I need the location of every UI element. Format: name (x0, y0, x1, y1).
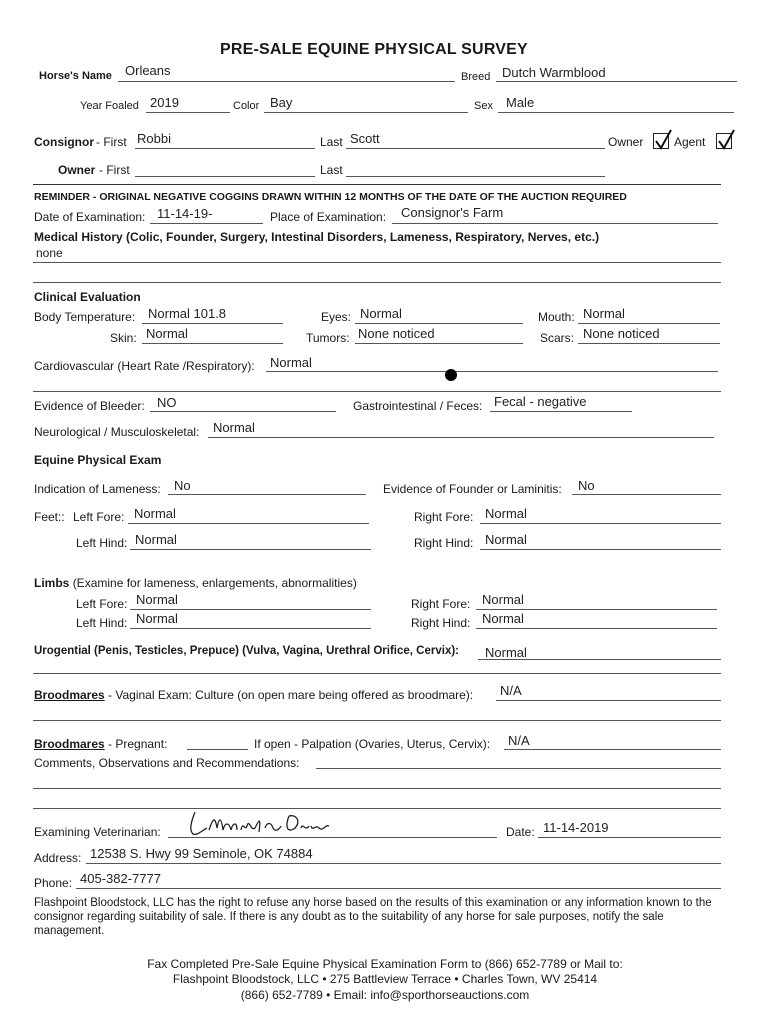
footer-line-3: (866) 652-7789 • Email: info@sporthorseauctions.com (240, 988, 530, 1002)
feet-right-fore-label: Right Fore: (414, 510, 474, 524)
medical-line-1 (33, 262, 721, 263)
neuro-value[interactable]: Normal (213, 420, 255, 435)
broodmares-vaginal-value[interactable]: N/A (500, 683, 522, 698)
broodmares-vaginal-line-2 (33, 720, 721, 721)
palpation-value[interactable]: N/A (508, 733, 530, 748)
exam-date-line (150, 223, 263, 224)
owner-last-line (346, 176, 605, 177)
medical-history-value[interactable]: none (36, 246, 63, 260)
skin-line (142, 343, 283, 344)
skin-label: Skin: (110, 331, 137, 345)
feet-right-fore-line (480, 523, 721, 524)
founder-label: Evidence of Founder or Laminitis: (383, 482, 562, 496)
limbs-left-hind-line (130, 628, 371, 629)
feet-left-hind-value[interactable]: Normal (135, 532, 177, 547)
lameness-line (168, 494, 366, 495)
breed-value[interactable]: Dutch Warmblood (502, 65, 606, 80)
footer-line-2: Flashpoint Bloodstock, LLC • 275 Battleview Terrace • Charles Town, WV 25414 (172, 972, 598, 986)
limbs-left-hind-value[interactable]: Normal (136, 611, 178, 626)
feet-right-hind-value[interactable]: Normal (485, 532, 527, 547)
neuro-line (208, 437, 714, 438)
gastro-value[interactable]: Fecal - negative (494, 394, 587, 409)
checkmark-icon (716, 128, 736, 150)
consignor-last-line (346, 148, 605, 149)
consignor-last-label: Last (320, 135, 343, 149)
owner-first-line (135, 176, 315, 177)
owner-label: Owner (58, 163, 96, 177)
vet-label: Examining Veterinarian: (34, 825, 161, 839)
feet-left-fore-value[interactable]: Normal (134, 506, 176, 521)
cardio-line-2 (33, 391, 721, 392)
address-line (86, 863, 721, 864)
owner-last-label: Last (320, 163, 343, 177)
tumors-label: Tumors: (306, 331, 350, 345)
coggins-reminder: REMINDER - ORIGINAL NEGATIVE COGGINS DRAWN WITHIN 12 MONTHS OF THE DATE OF THE AUCTION REQUIRED (34, 191, 627, 203)
vet-signature[interactable] (185, 808, 335, 838)
urogenital-value[interactable]: Normal (485, 645, 527, 660)
feet-left-hind-line (130, 549, 371, 550)
agent-checkbox-label: Agent (674, 135, 706, 149)
cardio-line (266, 371, 718, 372)
exam-place-label: Place of Examination: (270, 210, 387, 224)
mouth-value[interactable]: Normal (583, 306, 625, 321)
horse-name-line (118, 81, 455, 82)
vet-date-line (538, 837, 721, 838)
year-value[interactable]: 2019 (150, 95, 179, 110)
sex-label: Sex (474, 100, 493, 112)
comments-line-3 (33, 808, 721, 809)
feet-label: Feet:: (34, 510, 65, 524)
consignor-first-line (135, 148, 315, 149)
sex-value[interactable]: Male (506, 95, 535, 110)
address-label: Address: (34, 851, 82, 865)
palpation-line (504, 749, 721, 750)
urogenital-line-2 (33, 673, 721, 674)
feet-left-fore-label: Left Fore: (73, 510, 125, 524)
breed-label: Breed (461, 71, 491, 83)
signature-icon (185, 808, 335, 838)
eyes-label: Eyes: (321, 310, 352, 324)
feet-right-fore-value[interactable]: Normal (485, 506, 527, 521)
scars-value[interactable]: None noticed (583, 326, 660, 341)
color-value[interactable]: Bay (270, 95, 293, 110)
owner-checkbox-label: Owner (608, 135, 644, 149)
limbs-left-hind-label: Left Hind: (76, 616, 128, 630)
tumors-line (355, 343, 523, 344)
broodmares-pregnant-rest: - Pregnant: (108, 737, 168, 751)
exam-place-line (392, 223, 718, 224)
exam-date-value[interactable]: 11-14-19- (157, 206, 213, 221)
broodmares-pregnant-bold: Broodmares (34, 737, 105, 751)
comments-line-1 (316, 768, 721, 769)
footer-line-1: Fax Completed Pre-Sale Equine Physical Examination Form to (866) 652-7789 or Mail to: (147, 957, 623, 971)
gastro-line (490, 411, 632, 412)
limbs-left-fore-label: Left Fore: (76, 597, 128, 611)
feet-left-hind-label: Left Hind: (76, 536, 128, 550)
consignor-last-value[interactable]: Scott (350, 131, 380, 146)
sex-line (498, 112, 734, 113)
year-line (146, 112, 230, 113)
limbs-right-hind-label: Right Hind: (411, 616, 471, 630)
urogenital-label: Urogential (Penis, Testicles, Prepuce) (Vulva, Vagina, Urethral Orifice, Cervix): (34, 645, 460, 657)
medical-line-2 (33, 282, 721, 283)
phone-value[interactable]: 405-382-7777 (80, 871, 161, 886)
broodmares-pregnant-label (34, 737, 167, 751)
mouth-line (578, 323, 720, 324)
section-divider (33, 184, 721, 185)
owner-checkbox[interactable] (653, 133, 669, 149)
consignor-first-label: - First (96, 135, 127, 149)
lameness-value[interactable]: No (174, 478, 191, 493)
cardio-value[interactable]: Normal (270, 355, 312, 370)
lameness-label: Indication of Lameness: (34, 482, 161, 496)
consignor-first-value[interactable]: Robbi (137, 131, 171, 146)
temp-line (142, 323, 283, 324)
ink-dot-icon (445, 369, 457, 381)
feet-right-hind-label: Right Hind: (414, 536, 474, 550)
disclaimer-text: Flashpoint Bloodstock, LLC has the right to refuse any horse based on the results of this examination or any information known to the consignor regarding suitability of sale. If there is any doubt as to the suitability of any horse for sale purposes, notify the sale management. (34, 897, 712, 937)
mouth-label: Mouth: (538, 310, 575, 324)
feet-left-fore-line (128, 523, 369, 524)
vet-line (168, 837, 497, 838)
limbs-right-hind-value[interactable]: Normal (482, 611, 524, 626)
physical-heading: Equine Physical Exam (34, 453, 162, 467)
limbs-right-hind-line (476, 628, 717, 629)
founder-line (572, 494, 721, 495)
pregnant-line (187, 749, 248, 750)
vet-date-value[interactable]: 11-14-2019 (543, 820, 609, 835)
broodmares-vaginal-rest: - Vaginal Exam: Culture (on open mare being offered as broodmare): (108, 688, 474, 702)
limbs-right-fore-value[interactable]: Normal (482, 592, 524, 607)
founder-value[interactable]: No (578, 478, 595, 493)
owner-first-label: - First (99, 163, 130, 177)
scars-label: Scars: (540, 331, 575, 345)
bleeder-value[interactable]: NO (157, 395, 177, 410)
tumors-value[interactable]: None noticed (358, 326, 435, 341)
clinical-heading: Clinical Evaluation (34, 290, 141, 304)
form-title: PRE-SALE EQUINE PHYSICAL SURVEY (220, 41, 528, 58)
gastro-label: Gastrointestinal / Feces: (353, 399, 483, 413)
broodmares-vaginal-line (496, 700, 721, 701)
temp-label: Body Temperature: (34, 310, 136, 324)
limbs-left-fore-line (130, 609, 371, 610)
comments-line-2 (33, 788, 721, 789)
exam-place-value[interactable]: Consignor's Farm (401, 205, 504, 220)
medical-history-label: Medical History (Colic, Founder, Surgery, Intestinal Disorders, Lameness, Respiratory, Nerves, etc.) (34, 230, 600, 244)
eyes-value[interactable]: Normal (360, 306, 402, 321)
agent-checkbox[interactable] (716, 133, 732, 149)
consignor-label: Consignor (34, 135, 94, 149)
vet-date-label: Date: (506, 825, 535, 839)
eyes-line (355, 323, 523, 324)
skin-value[interactable]: Normal (146, 326, 188, 341)
phone-line (76, 888, 721, 889)
urogenital-line (478, 659, 721, 660)
bleeder-line (150, 411, 336, 412)
neuro-label: Neurological / Musculoskeletal: (34, 425, 200, 439)
comments-label: Comments, Observations and Recommendations: (34, 756, 300, 770)
exam-date-label: Date of Examination: (34, 210, 146, 224)
year-label: Year Foaled (80, 100, 139, 112)
limbs-label-bold: Limbs (34, 576, 70, 590)
checkmark-icon (653, 128, 673, 150)
broodmares-vaginal-label (34, 688, 473, 702)
horse-name-label: Horse's Name (39, 70, 112, 82)
limbs-right-fore-label: Right Fore: (411, 597, 471, 611)
limbs-label-rest: (Examine for lameness, enlargements, abnormalities) (72, 576, 357, 590)
feet-right-hind-line (480, 549, 721, 550)
limbs-label (34, 576, 357, 590)
breed-line (496, 81, 737, 82)
cardio-label: Cardiovascular (Heart Rate /Respiratory): (34, 359, 255, 373)
broodmares-vaginal-bold: Broodmares (34, 688, 105, 702)
temp-value[interactable]: Normal 101.8 (148, 306, 227, 321)
address-value[interactable]: 12538 S. Hwy 99 Seminole, OK 74884 (90, 846, 313, 861)
bleeder-label: Evidence of Bleeder: (34, 399, 145, 413)
limbs-left-fore-value[interactable]: Normal (136, 592, 178, 607)
limbs-right-fore-line (476, 609, 717, 610)
palpation-label: If open - Palpation (Ovaries, Uterus, Cervix): (254, 737, 491, 751)
color-label: Color (233, 100, 260, 112)
scars-line (578, 343, 720, 344)
phone-label: Phone: (34, 876, 73, 890)
horse-name-value[interactable]: Orleans (125, 63, 171, 78)
color-line (264, 112, 468, 113)
